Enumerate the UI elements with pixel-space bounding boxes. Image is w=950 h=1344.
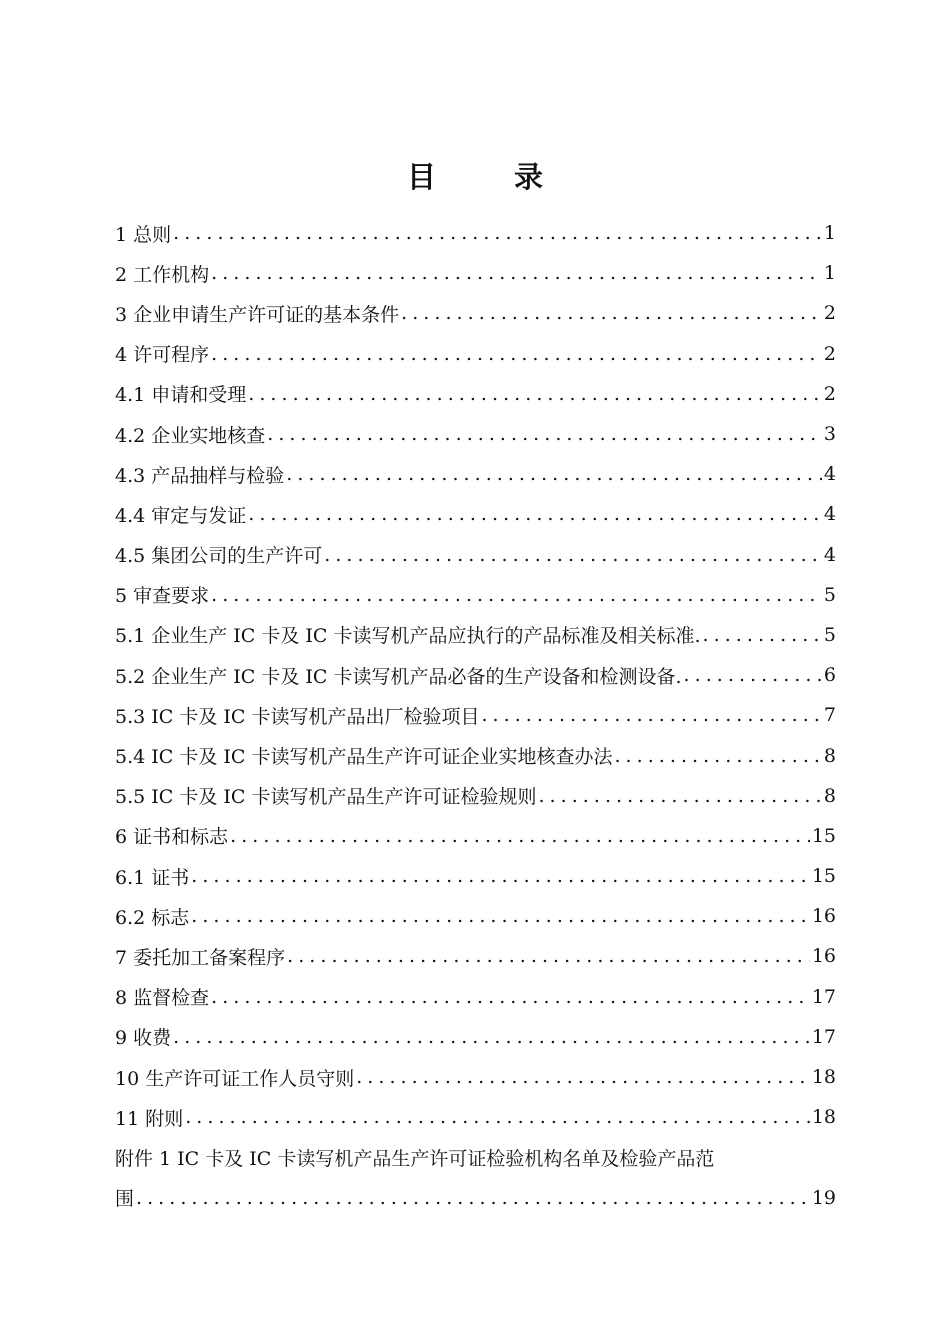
- toc-entry-page-number: 6: [823, 664, 836, 687]
- dot-leader: [173, 1026, 810, 1048]
- toc-entry-label: 4.4 审定与发证: [115, 504, 247, 527]
- toc-entry-appendix-line1[interactable]: [115, 1137, 836, 1177]
- toc-entry-page-number: 8: [823, 784, 836, 807]
- toc-entry-label: 4.5 集团公司的生产许可: [115, 545, 323, 568]
- toc-entry-label: 6.1 证书: [115, 866, 190, 889]
- toc-entry-page-number: 19: [811, 1186, 836, 1209]
- toc-entry-label: 1 总则: [115, 223, 172, 246]
- toc-entry[interactable]: [115, 1097, 836, 1137]
- dot-leader: [538, 785, 821, 807]
- dot-leader: [173, 222, 822, 244]
- toc-entry-label: 5.5 IC 卡及 IC 卡读写机产品生产许可证检验规则: [115, 786, 537, 809]
- toc-entry-label: 4.3 产品抽样与检验: [115, 464, 285, 487]
- toc-entry-page-number: 2: [823, 382, 836, 405]
- toc-entry[interactable]: [115, 253, 836, 293]
- toc-entry-page-number: 5: [823, 583, 836, 606]
- toc-entry-label: 4.2 企业实地核查: [115, 424, 266, 447]
- toc-entry-page-number: 3: [823, 423, 836, 446]
- dot-leader: [230, 825, 810, 847]
- toc-entry-label: 5.1 企业生产 IC 卡及 IC 卡读写机产品应执行的产品标准及相关标准.: [115, 625, 701, 648]
- dot-leader: [286, 463, 822, 485]
- toc-entry-page-number: 2: [823, 342, 836, 365]
- toc-entry-page-number: 16: [811, 905, 836, 928]
- toc-entry-page-number: 8: [823, 744, 836, 767]
- toc-entry[interactable]: [115, 1057, 836, 1097]
- toc-entry-label: 9 收费: [115, 1027, 172, 1050]
- toc-entry-page-number: 1: [823, 222, 836, 245]
- toc-entry[interactable]: [115, 856, 836, 896]
- toc-entry-page-number: 1: [823, 262, 836, 285]
- toc-entry[interactable]: [115, 454, 836, 494]
- toc-entry[interactable]: [115, 735, 836, 775]
- toc-entry[interactable]: [115, 293, 836, 333]
- dot-leader: [248, 383, 822, 405]
- toc-entry[interactable]: [115, 374, 836, 414]
- toc-entry-page-number: 4: [823, 463, 836, 486]
- toc-entry[interactable]: [115, 936, 836, 976]
- toc-entry-page-number: 15: [811, 865, 836, 888]
- dot-leader: [191, 865, 810, 887]
- toc-entry[interactable]: [115, 494, 836, 534]
- toc-entry-label: 5.4 IC 卡及 IC 卡读写机产品生产许可证企业实地核查办法: [115, 746, 613, 769]
- toc-title: 目 录: [406, 160, 578, 194]
- toc-entry-page-number: 15: [811, 824, 836, 847]
- toc-entry[interactable]: [115, 977, 836, 1017]
- toc-entry-label: 5.2 企业生产 IC 卡及 IC 卡读写机产品必备的生产设备和检测设备.: [115, 665, 682, 688]
- toc-entry[interactable]: [115, 776, 836, 816]
- toc-entry[interactable]: [115, 615, 836, 655]
- toc-entry[interactable]: [115, 896, 836, 936]
- toc-entry[interactable]: [115, 655, 836, 695]
- toc-entry-label: 附件 1 IC 卡及 IC 卡读写机产品生产许可证检验机构名单及检验产品范: [115, 1147, 715, 1170]
- toc-entry-label: 6 证书和标志: [115, 826, 229, 849]
- dot-leader: [324, 544, 822, 566]
- toc-entry[interactable]: [115, 213, 836, 253]
- dot-leader: [267, 423, 822, 445]
- dot-leader: [481, 704, 821, 726]
- toc-entry-page-number: 4: [823, 543, 836, 566]
- toc-entry-page-number: 2: [823, 302, 836, 325]
- toc-entry-label: 4.1 申请和受理: [115, 384, 247, 407]
- toc-entry-page-number: 18: [811, 1066, 836, 1089]
- toc-entry-page-number: 4: [823, 503, 836, 526]
- dot-leader: [185, 1106, 810, 1128]
- dot-leader: [191, 905, 810, 927]
- toc-entry-label: 6.2 标志: [115, 906, 190, 929]
- toc-entry-page-number: 18: [811, 1106, 836, 1129]
- dot-leader: [287, 945, 810, 967]
- dot-leader: [356, 1066, 810, 1088]
- toc-entry-page-number: 16: [811, 945, 836, 968]
- dot-leader: [614, 745, 821, 767]
- toc-entry[interactable]: [115, 535, 836, 575]
- dot-leader: [211, 986, 810, 1008]
- toc-entry-page-number: 5: [823, 623, 836, 646]
- toc-entry[interactable]: [115, 816, 836, 856]
- toc-entry-appendix-line2[interactable]: [115, 1178, 836, 1218]
- toc-entry-label: 4 许可程序: [115, 344, 210, 367]
- toc-entry-page-number: 7: [823, 704, 836, 727]
- dot-leader: [136, 1187, 810, 1209]
- dot-leader: [211, 584, 822, 606]
- dot-leader: [703, 624, 822, 646]
- dot-leader: [684, 664, 822, 686]
- toc-list: [115, 213, 836, 1218]
- dot-leader: [401, 302, 822, 324]
- toc-entry-label: 10 生产许可证工作人员守则: [115, 1067, 355, 1090]
- toc-entry-page-number: 17: [811, 1025, 836, 1048]
- toc-entry-label: 2 工作机构: [115, 263, 210, 286]
- toc-entry[interactable]: [115, 695, 836, 735]
- toc-entry-label: 3 企业申请生产许可证的基本条件: [115, 303, 400, 326]
- dot-leader: [211, 262, 822, 284]
- toc-entry-page-number: 17: [811, 985, 836, 1008]
- toc-entry-label: 5 审查要求: [115, 585, 210, 608]
- toc-entry-label: 围: [115, 1188, 135, 1211]
- dot-leader: [211, 343, 822, 365]
- toc-entry-label: 8 监督检查: [115, 987, 210, 1010]
- toc-entry-label: 5.3 IC 卡及 IC 卡读写机产品出厂检验项目: [115, 705, 480, 728]
- toc-entry-label: 7 委托加工备案程序: [115, 946, 286, 969]
- toc-entry[interactable]: [115, 575, 836, 615]
- dot-leader: [248, 503, 822, 525]
- toc-entry[interactable]: [115, 334, 836, 374]
- toc-entry[interactable]: [115, 1017, 836, 1057]
- toc-entry[interactable]: [115, 414, 836, 454]
- toc-entry-label: 11 附则: [115, 1107, 184, 1130]
